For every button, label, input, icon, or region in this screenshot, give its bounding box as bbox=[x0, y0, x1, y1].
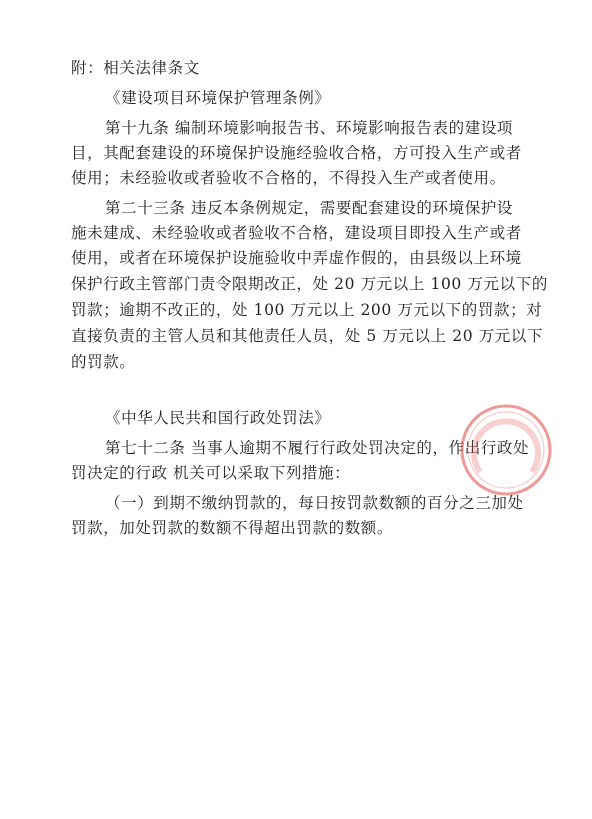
article23-line-3: 使用，或者在环境保护设施验收中弄虚作假的，由县级以上环境 bbox=[71, 249, 522, 267]
item1-line-1: （一）到期不缴纳罚款的，每日按罚款数额的百分之三加处 bbox=[105, 494, 524, 512]
law1-title: 《建设项目环境保护管理条例》 bbox=[105, 89, 331, 107]
article23-line-2: 施未建成、未经验收或者验收不合格，建设项目即投入生产或者 bbox=[71, 224, 522, 242]
article23-line-4: 保护行政主管部门责令限期改正，处 20 万元以上 100 万元以下的 bbox=[71, 275, 548, 293]
official-seal-stamp bbox=[458, 402, 554, 498]
article19-line-2: 目，其配套建设的环境保护设施经验收合格，方可投入生产或者 bbox=[71, 144, 522, 162]
article23-line-1: 第二十三条 违反本条例规定，需要配套建设的环境保护设 bbox=[105, 199, 514, 217]
article72-line-1: 第七十二条 当事人逾期不履行行政处罚决定的，作出行政处 bbox=[105, 439, 530, 457]
article19-line-1: 第十九条 编制环境影响报告书、环境影响报告表的建设项 bbox=[105, 119, 514, 137]
attachment-title: 附：相关法律条文 bbox=[71, 59, 200, 77]
article23-line-6: 直接负责的主管人员和其他责任人员，处 5 万元以上 20 万元以下 bbox=[71, 327, 544, 345]
article23-line-7: 的罚款。 bbox=[71, 353, 136, 371]
law2-title: 《中华人民共和国行政处罚法》 bbox=[105, 409, 331, 427]
article19-line-3: 使用；未经验收或者验收不合格的，不得投入生产或者使用。 bbox=[71, 169, 506, 187]
article23-line-5: 罚款；逾期不改正的，处 100 万元以上 200 万元以下的罚款；对 bbox=[71, 301, 543, 319]
item1-line-2: 罚款，加处罚款的数额不得超出罚款的数额。 bbox=[71, 519, 394, 537]
article72-line-2: 罚决定的行政 机关可以采取下列措施： bbox=[71, 464, 351, 482]
